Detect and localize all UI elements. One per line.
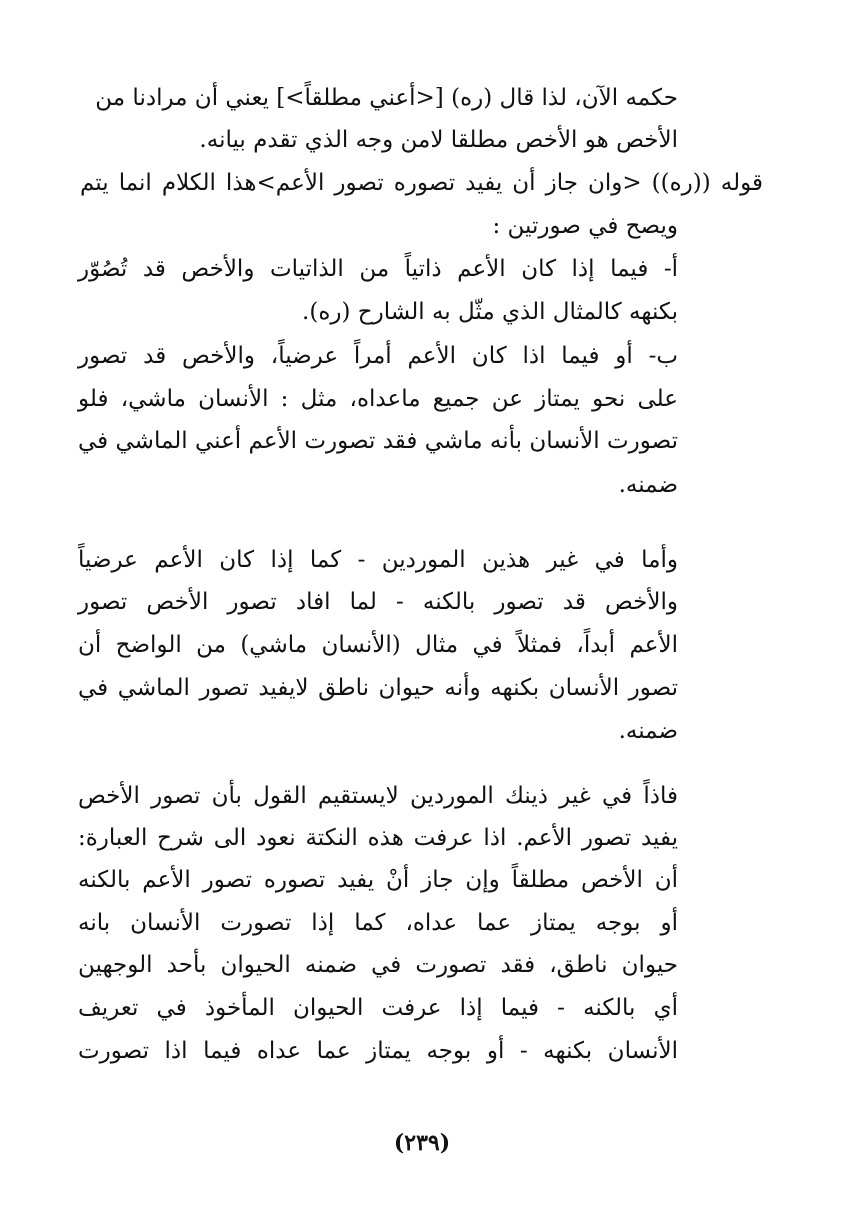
text-line: والأخص قد تصور بالكنه - لما افاد تصور الأخص تصور bbox=[78, 589, 678, 615]
text-line: ب- أو فيما اذا كان الأعم أمراً عرضياً، والأخص قد تصور bbox=[78, 343, 678, 369]
text-line: حيوان ناطق، فقد تصورت في ضمنه الحيوان بأحد الوجهين bbox=[78, 952, 678, 978]
text-line: فاذاً في غير ذينك الموردين لايستقيم القول بأن تصور الأخص bbox=[78, 783, 678, 809]
text-line: أو بوجه يمتاز عما عداه، كما إذا تصورت الأنسان بانه bbox=[78, 910, 678, 936]
text-line: تصورت الأنسان بأنه ماشي فقد تصورت الأعم أعني الماشي في bbox=[78, 428, 678, 454]
text-line: ضمنه. bbox=[618, 718, 678, 744]
text-line: أن الأخص مطلقاً وإن جاز أنْ يفيد تصوره تصور الأعم بالكنه bbox=[78, 867, 678, 893]
text-line: الأنسان بكنهه - أو بوجه يمتاز عما عداه فيما اذا تصورت bbox=[78, 1038, 678, 1064]
text-line: أي بالكنه - فيما إذا عرفت الحيوان المأخوذ في تعريف bbox=[78, 995, 678, 1021]
text-line: الأخص هو الأخص مطلقا لامن وجه الذي تقدم بيانه. bbox=[199, 127, 678, 153]
text-line: حكمه الآن، لذا قال (ره) [<أعني مطلقاً>] يعني أن مرادنا من bbox=[95, 85, 678, 111]
text-line: وأما في غير هذين الموردين - كما إذا كان الأعم عرضياً bbox=[78, 547, 678, 573]
text-line: ضمنه. bbox=[618, 472, 678, 498]
text-line: قوله ((ره)) <وان جاز أن يفيد تصوره تصور الأعم>هذا الكلام انما يتم bbox=[80, 170, 763, 196]
text-line: ويصح في صورتين : bbox=[492, 213, 678, 239]
text-line: تصور الأنسان بكنهه وأنه حيوان ناطق لايفيد تصور الماشي في bbox=[78, 675, 678, 701]
text-line: يفيد تصور الأعم. اذا عرفت هذه النكتة نعود الى شرح العبارة: bbox=[78, 825, 678, 851]
text-line: على نحو يمتاز عن جميع ماعداه، مثل : الأنسان ماشي، فلو bbox=[78, 386, 678, 412]
page-number: (٢٣٩) bbox=[393, 1130, 451, 1156]
text-line: أ- فيما إذا كان الأعم ذاتياً من الذاتيات والأخص قد تُصُوّر bbox=[78, 256, 678, 282]
text-line: الأعم أبداً، فمثلاً في مثال (الأنسان ماشي) من الواضح أن bbox=[78, 632, 678, 658]
text-line: بكنهه كالمثال الذي مثّل به الشارح (ره). bbox=[302, 299, 678, 325]
